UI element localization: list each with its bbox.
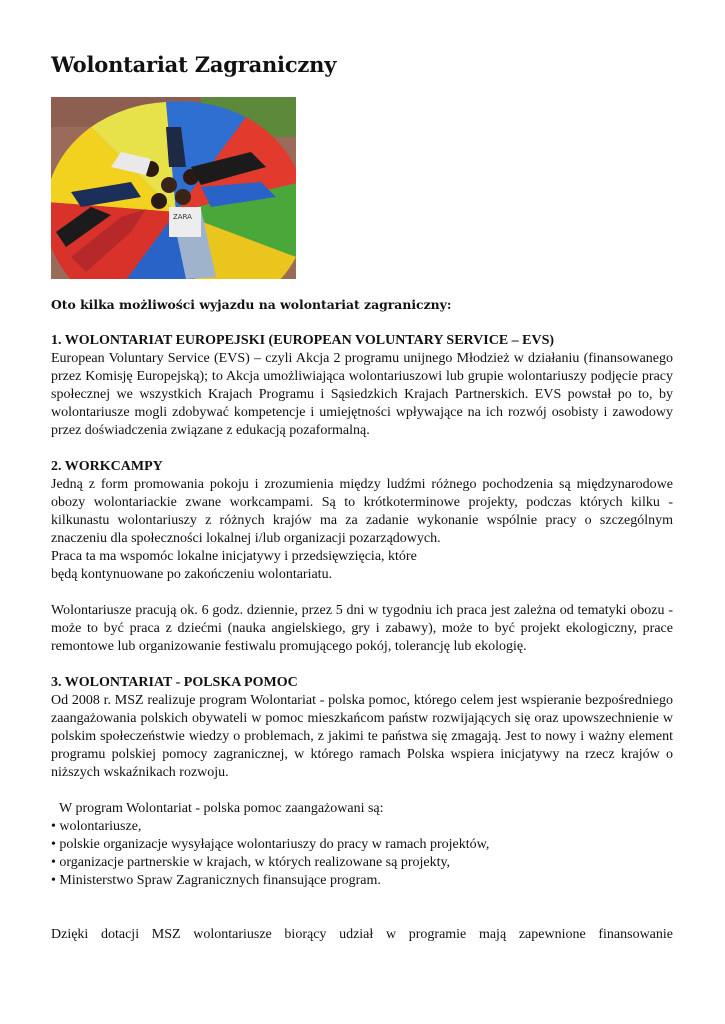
list-item: • polskie organizacje wysyłające wolontariuszy do pracy w ramach projektów, <box>51 837 490 852</box>
section-heading: 1. WOLONTARIAT EUROPEJSKI (EUROPEAN VOLUNTARY SERVICE – EVS) <box>51 333 555 348</box>
photo-illustration <box>51 97 296 279</box>
shirt-text: ZARA <box>173 213 192 221</box>
intro-text: Oto kilka możliwości wyjazdu na wolontariat zagraniczny: <box>51 297 452 312</box>
section-body: Od 2008 r. MSZ realizuje program Wolontariat - polska pomoc, którego celem jest wspieranie bezpośredniego zaangażowania polskich obywateli w pomoc mieszkańcom państw rozwijających się oraz upowszechnienie w polskim społeczeństwie wiedzy o problemach, z jakimi te państwa się zmagają. Jest to nowy i ważny element programu polskiej pomocy zagranicznej, w którego ramach Polska wspiera inicjatywy na rzecz krajów o niższych wskaźnikach rozwoju. <box>51 693 673 780</box>
section-body-line: Praca ta ma wspomóc lokalne inicjatywy i przedsięwzięcia, które <box>51 549 417 564</box>
page-title: Wolontariat Zagraniczny <box>51 52 337 77</box>
list-item: • wolontariusze, <box>51 819 142 834</box>
section-polska-pomoc <box>51 674 673 782</box>
closing-text: Dzięki dotacji MSZ wolontariusze biorący udział w programie mają zapewnione finansowanie <box>51 927 673 942</box>
participants-list <box>51 800 673 890</box>
article-body <box>51 296 673 944</box>
section-heading: 2. WORKCAMPY <box>51 459 163 474</box>
section-body: Jedną z form promowania pokoju i zrozumienia między ludźmi różnego pochodzenia są międzynarodowe obozy wolontariackie zwane workcampami. Są to krótkoterminowe projekty, podczas których kilku - kilkunastu wolontariuszy z różnych krajów ma za zadanie wykonanie wspólnie pracy o szczególnym znaczeniu dla społeczności lokalnej i/lub organizacji pozarządowych. <box>51 477 673 546</box>
list-item: • Ministerstwo Spraw Zagranicznych finansujące program. <box>51 873 381 888</box>
section-evs <box>51 332 673 440</box>
list-intro: W program Wolontariat - polska pomoc zaangażowani są: <box>59 801 384 816</box>
section-body: European Voluntary Service (EVS) – czyli Akcja 2 programu unijnego Młodzież w działaniu (finansowanego przez Komisję Europejską); to Akcja umożliwiająca wolontariuszowi lub grupie wolontariuszy podjęcie pracy społecznej we wszystkich Krajach Programu i Sąsiedzkich Krajach Partnerskich. EVS powstał po to, by wolontariusze mogli zdobywać kompetencje i umiejętności wpływające na ich rozwój osobisty i zawodowy przez doświadczenia związane z edukacją pozaformalną. <box>51 351 673 438</box>
section-workcampy <box>51 458 673 584</box>
volunteers-photo <box>51 97 296 279</box>
section-heading: 3. WOLONTARIAT - POLSKA POMOC <box>51 675 298 690</box>
section-body-line: będą kontynuowane po zakończeniu wolontariatu. <box>51 567 333 582</box>
list-item: • organizacje partnerskie w krajach, w których realizowane są projekty, <box>51 855 451 870</box>
section-body-paragraph: Wolontariusze pracują ok. 6 godz. dziennie, przez 5 dni w tygodniu ich praca jest zależna od tematyki obozu - może to być praca z dziećmi (nauka angielskiego, gry i zabawy), może to być projekt ekologiczny, prace remontowe lub organizowanie festiwalu promującego pokój, tolerancję lub ekologię. <box>51 603 673 654</box>
